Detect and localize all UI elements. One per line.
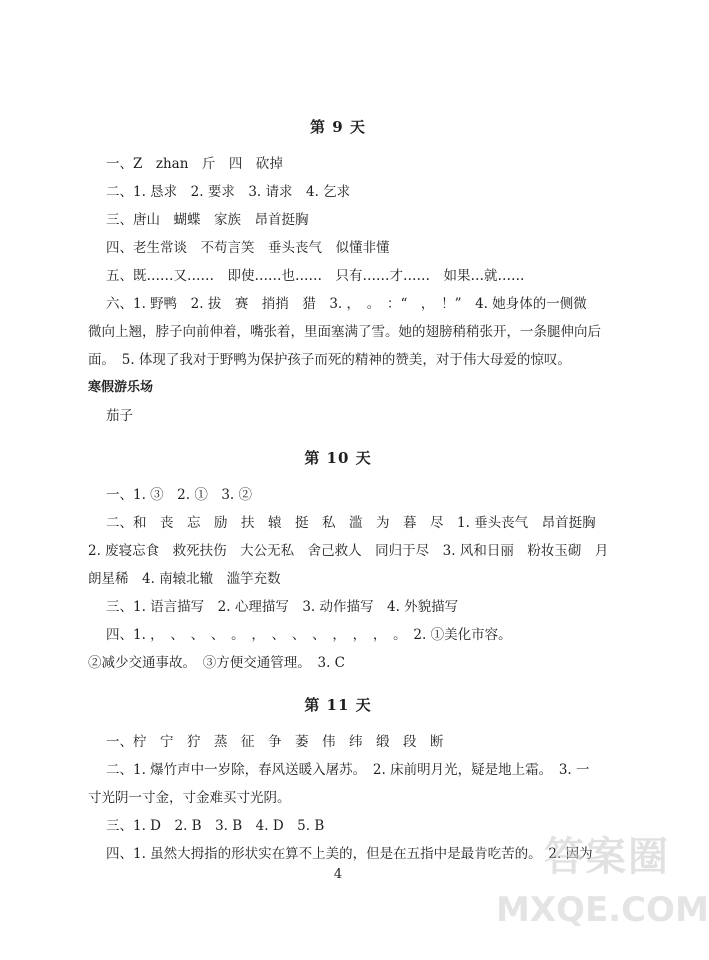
day-9-answer-1: 一、Z zhan 斤 四 砍掉 [106, 156, 283, 172]
day-9-answer-4: 四、老生常谈 不苟言笑 垂头丧气 似懂非懂 [106, 240, 390, 256]
watermark [496, 832, 709, 952]
day-10-answer-4-cont: ②减少交通事故。 ③方便交通管理。 3. C [88, 655, 346, 671]
day-10-answer-2: 二、和 丧 忘 励 扶 辕 挺 私 滥 为 暮 尽 1. 垂头丧气 昂首挺胸 [106, 515, 596, 531]
day-11-answer-3: 三、1. D 2. B 3. B 4. D 5. B [106, 818, 325, 834]
day-9-title: 第 9 天 [310, 118, 366, 136]
day-10-answer-3: 三、1. 语言描写 2. 心理描写 3. 动作描写 4. 外貌描写 [106, 599, 459, 615]
day-9-answer-2: 二、1. 恳求 2. 要求 3. 请求 4. 乞求 [106, 184, 351, 200]
watermark-site: MXQE.COM [496, 890, 709, 930]
watermark-brand: 答案圈 [544, 834, 670, 880]
day-10-title: 第 10 天 [304, 449, 372, 467]
day-9-answer-3: 三、唐山 蝴蝶 家族 昂首挺胸 [106, 212, 309, 228]
day-10-answer-2-cont-1: 2. 废寝忘食 救死扶伤 大公无私 舍己救人 同归于尽 3. 风和日丽 粉妆玉砌 月 [88, 543, 609, 559]
day-10-answer-1: 一、1. ③ 2. ① 3. ② [106, 487, 253, 503]
day-11-title: 第 11 天 [304, 696, 372, 714]
day-11-answer-2-cont: 寸光阴一寸金，寸金难买寸光阴。 [88, 790, 291, 806]
day-9-answer-6: 六、1. 野鸭 2. 拔 赛 捎捎 猎 3. ， 。 ：“ ， ！” 4. 她身体的一侧微 [106, 296, 587, 312]
day-11-answer-1: 一、柠 宁 狞 蒸 征 争 萎 伟 纬 缎 段 断 [106, 734, 444, 750]
day-9-answer-6-cont-1: 微向上翘，脖子向前伸着，嘴张着，里面塞满了雪。她的翅膀稍稍张开，一条腿伸向后 [88, 324, 601, 340]
page-number: 4 [333, 867, 343, 882]
day-9-answer-6-cont-2: 面。 5. 体现了我对于野鸭为保护孩子而死的精神的赞美，对于伟大母爱的惊叹。 [88, 352, 571, 368]
day-11-answer-2: 二、1. 爆竹声中一岁除，春风送暖入屠苏。 2. 床前明月光，疑是地上霜。 3. 一 [106, 762, 590, 778]
day-11-answer-4: 四、1. 虽然大拇指的形状实在算不上美的，但是在五指中是最肯吃苦的。 2. 因为 [106, 846, 593, 862]
bonus-answer: 茄子 [106, 408, 133, 424]
day-10-answer-2-cont-2: 朗星稀 4. 南辕北辙 滥竽充数 [88, 571, 281, 587]
bonus-heading: 寒假游乐场 [88, 380, 154, 395]
day-10-answer-4: 四、1. ， 、 、 、 。 ， 、 、 、 ， ， ， 。 2. ①美化市容。 [106, 627, 512, 643]
day-9-answer-5: 五、既……又…… 即使……也…… 只有……才…… 如果…就…… [106, 268, 525, 284]
